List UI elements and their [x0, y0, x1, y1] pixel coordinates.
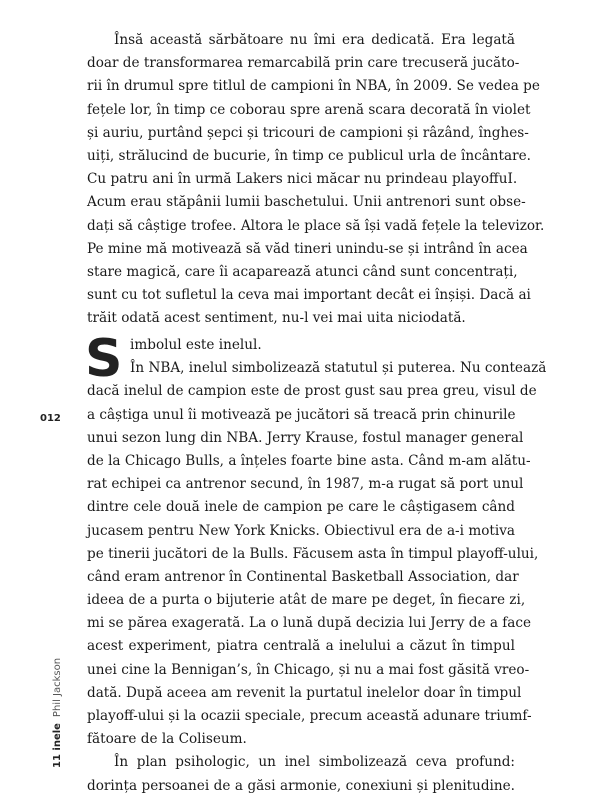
text-line: uiți, strălucind de bucurie, în timp ce publicul urla de încântare. — [87, 147, 531, 164]
text-line: Pe mine mă motivează să văd tineri unindu-se și intrând în acea — [87, 240, 528, 257]
text-line: doar de transformarea remarcabilă prin care trecuseră jucăto- — [87, 55, 520, 72]
text-line: unei cine la Bennigan’s, în Chicago, și nu a mai fost găsită vreo- — [87, 661, 530, 678]
text-line: În NBA, inelul simbolizează statutul și puterea. Nu contează — [130, 360, 547, 377]
paragraph-section-two — [85, 329, 547, 798]
paragraph-opening — [87, 29, 545, 330]
text-line: de la Chicago Bulls, a înțeles foarte bine asta. Când m-am alătu- — [87, 452, 531, 469]
running-head — [52, 658, 63, 768]
text-line: a câștiga unul îi motivează pe jucători să treacă prin chinurile — [87, 406, 516, 423]
text-line: Cu patru ani în urmă Lakers nici măcar nu prindeau playoffuI. — [87, 171, 518, 188]
text-line: unui sezon lung din NBA. Jerry Krause, fostul manager general — [87, 429, 524, 446]
book-title: 11 inele — [52, 723, 63, 768]
author-name: Phil Jackson — [52, 657, 63, 718]
text-line: rat echipei ca antrenor secund, în 1987, m-a rugat să port unul — [87, 476, 524, 493]
text-line: ideea de a purta o bijuterie atât de mare pe deget, în fiecare zi, — [87, 592, 526, 609]
drop-cap: S — [85, 329, 123, 389]
text-line: pe tinerii jucători de la Bulls. Făcusem asta în timpul playoff-ului, — [87, 545, 539, 562]
text-line: În plan psihologic, un inel simbolizează ceva profund: — [114, 754, 515, 771]
text-line: Însă această sărbătoare nu îmi era dedicată. Era legată — [114, 32, 515, 48]
page-number: 012 — [40, 413, 61, 424]
text-line: trăit odată acest sentiment, nu-l vei mai uita niciodată. — [87, 310, 466, 327]
text-line: acest experiment, piatra centrală a inelului a căzut în timpul — [87, 638, 515, 655]
text-line: rii în drumul spre titlul de campioni în NBA, în 2009. Se vedea pe — [87, 78, 540, 95]
text-line: imbolul este inelul. — [130, 337, 262, 353]
text-line: când eram antrenor în Continental Basketball Association, dar — [87, 568, 519, 585]
text-line: dați să câștige trofee. Altora le place să își vadă fețele la televizor. — [87, 217, 545, 234]
text-line: fețele lor, în timp ce coborau spre arenă scara decorată în violet — [87, 101, 531, 118]
text-line: playoff-ului și la ocazii speciale, precum această adunare triumf- — [87, 708, 532, 724]
text-line: sunt cu tot sufletul la ceva mai important decât ei înșiși. Dacă ai — [87, 287, 531, 304]
text-line: jucasem pentru New York Knicks. Obiectivul era de a-i motiva — [87, 522, 515, 539]
text-line: stare magică, care îi acaparează atunci când sunt concentrați, — [87, 263, 518, 280]
text-line: Acum erau stăpânii lumii baschetului. Unii antrenori sunt obse- — [87, 194, 526, 211]
text-line: dacă inelul de campion este de prost gust sau prea greu, visul de — [87, 383, 537, 400]
text-line: dorința persoanei de a găsi armonie, conexiuni și plenitudine. — [87, 777, 515, 794]
text-line: dintre cele două inele de campion pe care le câștigasem când — [87, 499, 515, 516]
text-line: dată. După aceea am revenit la purtatul inelelor doar în timpul — [87, 684, 522, 701]
text-line: fătoare de la Coliseum. — [87, 731, 247, 748]
text-line: și auriu, purtând șepci și tricouri de campioni și râzând, înghes- — [87, 124, 529, 141]
text-line: mi se părea exagerată. La o lună după decizia lui Jerry de a face — [87, 615, 532, 632]
